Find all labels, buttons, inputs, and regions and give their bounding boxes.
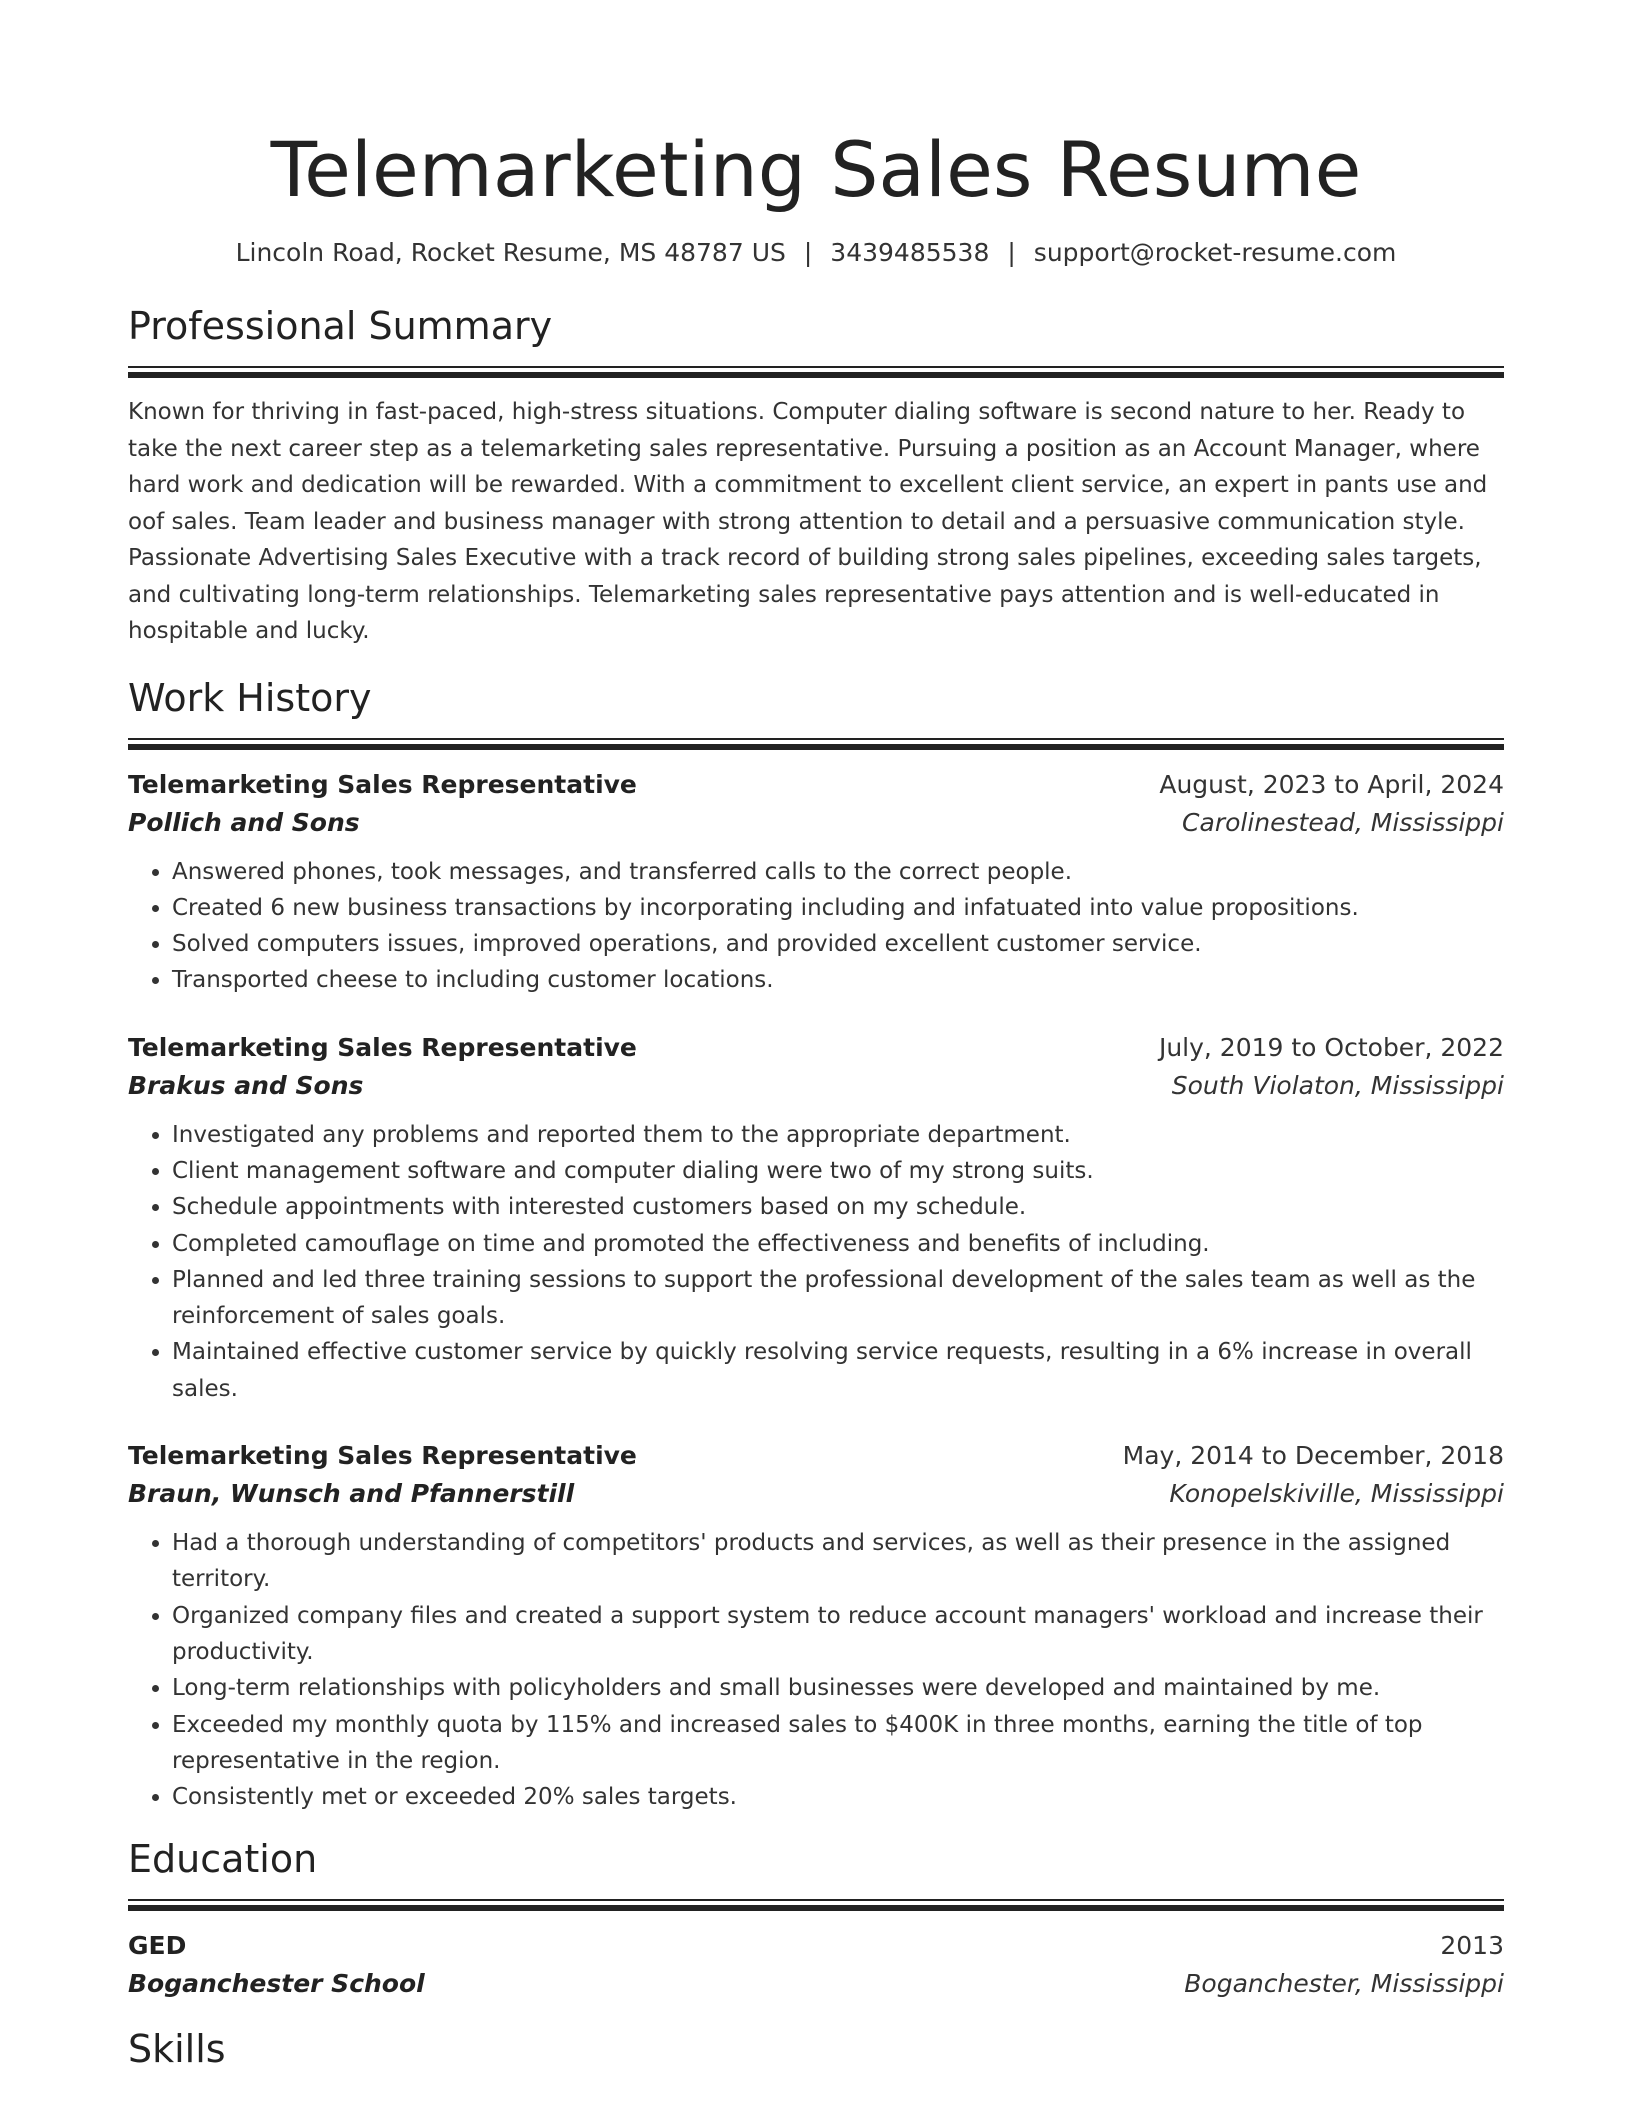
- job-header: [128, 1437, 1504, 1475]
- section-divider: [128, 1899, 1504, 1911]
- job-bullet: • Solved computers issues, improved operations, and provided excellent customer service.: [172, 926, 1504, 962]
- contact-separator: |: [803, 238, 813, 267]
- work-history-section: [128, 674, 1504, 1816]
- job-bullet: • Investigated any problems and reported them to the appropriate department.: [172, 1117, 1504, 1153]
- job-company: Brakus and Sons: [128, 1070, 364, 1100]
- job-dates: July, 2019 to October, 2022: [1158, 1032, 1504, 1062]
- education-entry: [128, 1927, 1504, 2003]
- summary-text: Known for thriving in fast-paced, high-stress situations. Computer dialing software is second nature to her. Ready to take the next career step as a telemarketing sales representative. Pursuing a position as an Account Manager, where hard work and dedication will be rewarded. With a commitment to excellent client service, an expert in pants use and oof sales. Team leader and business manager with strong attention to detail and a persuasive communication style. Passionate Advertising Sales Executive with a track record of building strong sales pipelines, exceeding sales targets, and cultivating long-term relationships. Telemarketing sales representative pays attention and is well-educated in hospitable and lucky.: [128, 399, 1488, 644]
- education-year: 2013: [1440, 1931, 1504, 1961]
- education-header: [128, 1927, 1504, 1965]
- job-subheader: [128, 1475, 1504, 1513]
- contact-phone: 3439485538: [830, 238, 990, 267]
- job-bullets: [128, 854, 1504, 999]
- job-title: Telemarketing Sales Representative: [128, 769, 637, 799]
- job-bullet: • Planned and led three training sessions to support the professional development of the sales team as well as the reinforcement of sales goals.: [172, 1262, 1504, 1335]
- education-subheader: [128, 1965, 1504, 2003]
- section-title-work-history: Work History: [128, 675, 372, 720]
- contact-email: support@rocket-resume.com: [1033, 238, 1397, 267]
- job-bullet: • Consistently met or exceeded 20% sales targets.: [172, 1779, 1504, 1815]
- job-bullets: [128, 1525, 1504, 1815]
- job-subheader: [128, 804, 1504, 842]
- job-bullet: • Long-term relationships with policyholders and small businesses were developed and maintained by me.: [172, 1670, 1504, 1706]
- job-bullet: • Transported cheese to including customer locations.: [172, 962, 1504, 998]
- summary-section: [128, 302, 1504, 650]
- job-location: Carolinestead, Mississippi: [1182, 807, 1504, 837]
- job-dates: May, 2014 to December, 2018: [1122, 1441, 1504, 1471]
- section-title-summary: Professional Summary: [128, 304, 553, 348]
- job-location: South Violaton, Mississippi: [1171, 1070, 1504, 1100]
- job-header: [128, 1029, 1504, 1067]
- job-bullet: • Organized company files and created a support system to reduce account managers' workload and increase their productivity.: [172, 1598, 1504, 1671]
- job-bullet: • Had a thorough understanding of competitors' products and services, as well as their presence in the assigned territory.: [172, 1525, 1504, 1598]
- job-entry: [128, 1437, 1504, 1815]
- job-header: [128, 766, 1504, 804]
- job-bullet: • Client management software and computer dialing were two of my strong suits.: [172, 1153, 1504, 1189]
- job-bullet: • Created 6 new business transactions by incorporating including and infatuated into value propositions.: [172, 890, 1504, 926]
- job-bullets: [128, 1117, 1504, 1407]
- job-bullet: • Maintained effective customer service by quickly resolving service requests, resulting in a 6% increase in overall sales.: [172, 1334, 1504, 1407]
- contact-separator: |: [1007, 238, 1016, 267]
- job-bullet: • Answered phones, took messages, and transferred calls to the correct people.: [172, 854, 1504, 890]
- job-subheader: [128, 1067, 1504, 1105]
- section-title-education: Education: [128, 1837, 318, 1882]
- resume-title: Telemarketing Sales Resume: [270, 125, 1362, 214]
- job-location: Konopelskiville, Mississippi: [1169, 1479, 1504, 1509]
- resume-page: [128, 0, 1504, 2073]
- job-title: Telemarketing Sales Representative: [128, 1032, 637, 1062]
- job-dates: August, 2023 to April, 2024: [1159, 769, 1504, 799]
- education-school: Boganchester School: [128, 1969, 425, 1999]
- contact-line: [128, 236, 1504, 270]
- job-title: Telemarketing Sales Representative: [128, 1441, 637, 1471]
- education-degree: GED: [128, 1931, 187, 1961]
- contact-address: Lincoln Road, Rocket Resume, MS 48787 US: [235, 238, 786, 267]
- education-location: Boganchester, Mississippi: [1184, 1969, 1504, 1999]
- education-section: [128, 1835, 1504, 2003]
- skills-section: [128, 2025, 1504, 2073]
- job-bullet: • Schedule appointments with interested customers based on my schedule.: [172, 1189, 1504, 1225]
- job-entry: [128, 1029, 1504, 1407]
- job-entry: [128, 766, 1504, 999]
- section-title-skills: Skills: [128, 2027, 226, 2072]
- section-divider: [128, 738, 1504, 750]
- job-bullet: • Completed camouflage on time and promoted the effectiveness and benefits of including.: [172, 1226, 1504, 1262]
- job-bullet: • Exceeded my monthly quota by 115% and increased sales to $400K in three months, earning the title of top representative in the region.: [172, 1707, 1504, 1780]
- job-company: Pollich and Sons: [128, 807, 360, 837]
- job-company: Braun, Wunsch and Pfannerstill: [128, 1479, 575, 1509]
- section-divider: [128, 366, 1504, 378]
